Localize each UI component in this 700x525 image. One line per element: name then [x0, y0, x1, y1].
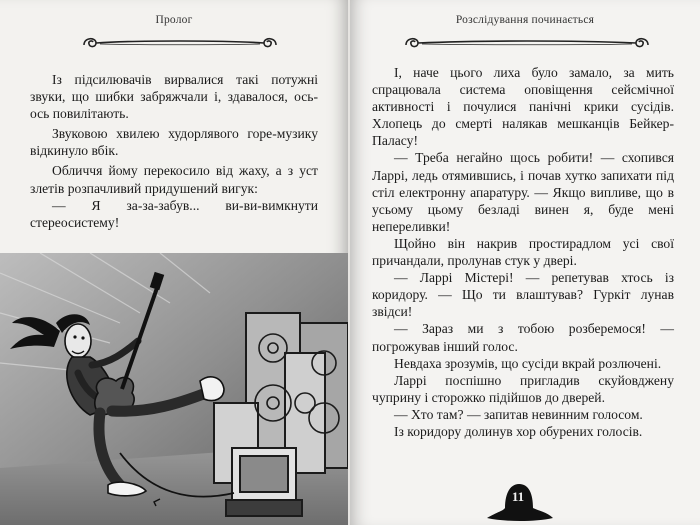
guitarist-illustration [0, 253, 348, 525]
paragraph: Обличчя йому перекосило від жаху, а з уст злетів розпачливий придушений вигук: [30, 163, 318, 196]
paragraph: — Треба негайно щось робити! — схопився Ларрі, ледь отямившись, і почав хутко запихати під стіл електронну апаратуру. — Якщо випливе, що в усьому цьому безладі винен я, буде мені непереливки! [372, 150, 674, 234]
left-body-text [30, 71, 318, 231]
paragraph: І, наче цього лиха було замало, за мить спрацювала система оповіщення сейсмічної активності і почулися панічні крики сусідів. Хлопець до смерті налякав мешканців Бейкер-Паласу! [372, 65, 674, 149]
running-head-right: Розслідування починається [455, 14, 595, 26]
paragraph: — Я за-за-забув... ви-ви-вимкнути стереосистему! [30, 197, 318, 230]
running-head-left: Пролог [155, 14, 193, 26]
paragraph: Невдаха зрозумів, що сусіди вкрай розлючені. [394, 355, 662, 371]
page-number: 11 [511, 489, 525, 504]
paragraph: Із коридору долинув хор обурених голосів. [394, 423, 643, 439]
paragraph: Із підсилювачів вирвалися такі потужні звуки, що шибки забряжчали і, здавалося, ось-ось повилітають. [30, 72, 318, 122]
right-page [350, 0, 700, 525]
paragraph: — Зараз ми з тобою розберемося! — погрожував інший голос. [372, 321, 674, 354]
paragraph: — Хто там? — запитав невинним голосом. [394, 406, 643, 422]
paragraph: — Ларрі Містері! — репетував хтось із коридору. — Що ти влаштував? Гуркіт лунав звідси! [372, 270, 674, 320]
paragraph: Щойно він накрив простирадлом усі свої причандали, пролунав стук у двері. [372, 235, 674, 269]
left-page [0, 0, 348, 525]
paragraph: Ларрі поспішно пригладив скуйовджену чуприну і сторожко підійшов до дверей. [372, 372, 674, 405]
paragraph: Звуковою хвилею худорлявого горе-музику відкинуло вбік. [30, 126, 318, 159]
right-body-text [372, 64, 674, 440]
ornament-divider-right [402, 31, 652, 53]
ornament-divider-left [80, 31, 280, 53]
